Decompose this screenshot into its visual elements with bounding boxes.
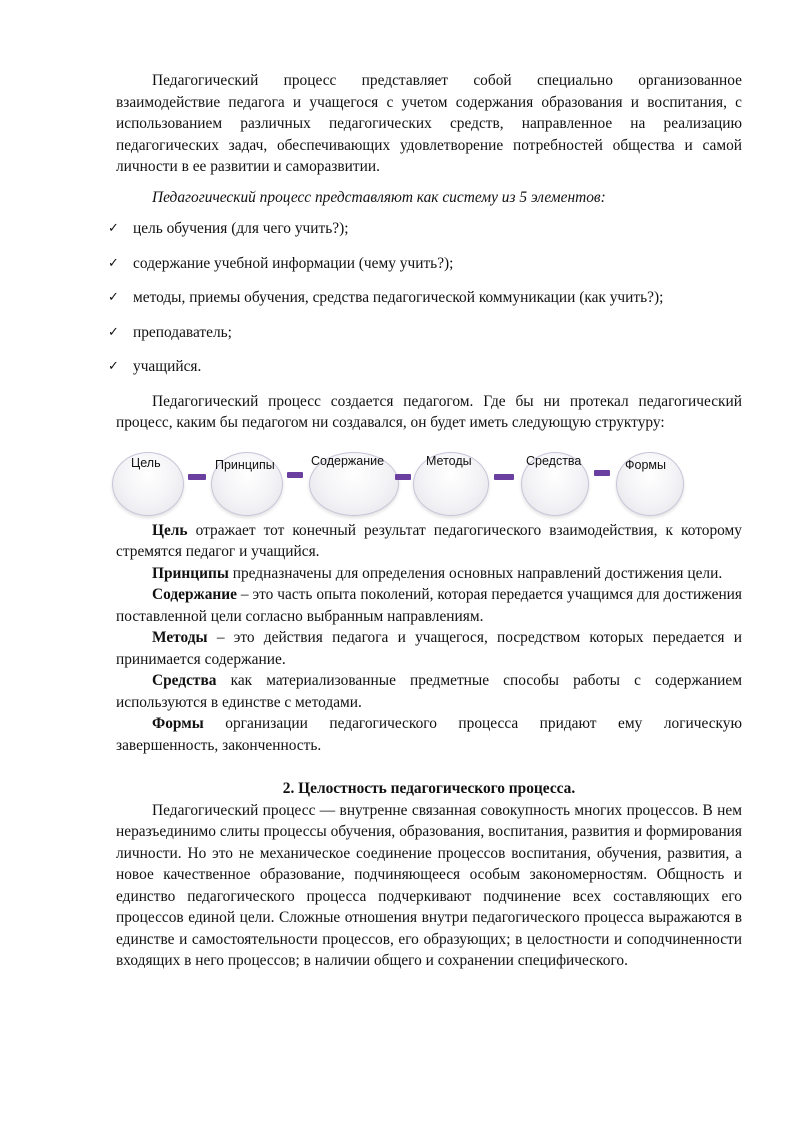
diagram-connector (594, 470, 610, 476)
definitions (116, 520, 742, 757)
structure-diagram (112, 440, 738, 520)
term-forms: Формы (152, 715, 204, 732)
definition-forms: Формы организации педагогического процесса придают ему логическую завершенность, законченность. (116, 715, 742, 754)
list-item: ✓ преподаватель; (116, 322, 742, 344)
diagram-label-principles: Принципы (215, 457, 275, 472)
diagram-label-goal: Цель (131, 455, 161, 470)
section-2-title: 2. Целостность педагогического процесса. (282, 780, 576, 797)
term-principles: Принципы (152, 564, 229, 582)
structure-intro: Педагогический процесс создается педагогом. Где бы ни протекал педагогический процесс, каким бы педагогом ни создавался, он будет иметь следующую структуру: (116, 392, 742, 431)
diagram-label-forms: Формы (625, 457, 666, 472)
list-item: ✓ содержание учебной информации (чему учить?); (116, 253, 742, 275)
intro-paragraph: Педагогический процесс представляет собой специально организованное взаимодействие педагога и учащегося с учетом содержания образования и воспитания, с использованием различных педагогических средств, направленное на реализацию педагогических задач, обеспечивающих удовлетворение потребностей общества и самой личности в ее развитии и саморазвитии. (116, 72, 742, 175)
checkmark-icon: ✓ (108, 255, 119, 271)
diagram-label-content: Содержание (311, 453, 385, 468)
elements-list (108, 218, 742, 378)
term-goal: Цель (152, 521, 188, 539)
list-item: ✓ цель обучения (для чего учить?); (116, 218, 742, 240)
checkmark-icon: ✓ (108, 221, 119, 236)
system-lead: Педагогический процесс представляют как систему из 5 элементов: (152, 188, 606, 206)
diagram-label-means: Средства (526, 453, 582, 468)
diagram-connector (395, 474, 411, 480)
definition-methods: Методы – это действия педагога и учащегося, посредством которых передается и принимается содержание. (116, 629, 742, 668)
term-means: Средства (152, 672, 217, 689)
list-item: ✓ учащийся. (116, 356, 742, 378)
list-item: ✓ методы, приемы обучения, средства педагогической коммуникации (как учить?); (116, 287, 742, 309)
definition-content: Содержание – это часть опыта поколений, которая передается учащимся для достижения поставленной цели согласно выбранным направлениям. (116, 586, 742, 625)
term-methods: Методы (152, 629, 208, 646)
document-page (108, 70, 742, 972)
definition-means: Средства как материализованные предметные способы работы с содержанием используются в единстве с методами. (116, 672, 742, 711)
checkmark-icon: ✓ (108, 324, 119, 340)
section-2-paragraph: Педагогический процесс — внутренне связанная совокупность многих процессов. В нем неразъединимо слиты процессы обучения, образования, воспитания, развития и формирования личности. Но это не механическое соединение процессов воспитания, обучения, развития, а новое качественное образование, подчиняющееся особым закономерностям. Общность и единство педагогического процесса подчеркивают подчинение всех составляющих его процессов единой цели. Сложные отношения внутри педагогического процесса выражаются в единстве и самостоятельности процессов, его образующих; в целостности и соподчиненности входящих в него процессов; в наличии общего и сохранении специфического. (116, 801, 742, 969)
checkmark-icon: ✓ (108, 290, 119, 305)
definition-principles: Принципы предназначены для определения основных направлений достижения цели. (152, 564, 723, 582)
checkmark-icon: ✓ (108, 359, 119, 374)
diagram-connector (287, 472, 303, 478)
diagram-connector (188, 474, 206, 480)
definition-goal: Цель отражает тот конечный результат педагогического взаимодействия, к которому стремятся педагог и учащийся. (116, 521, 742, 560)
diagram-label-methods: Методы (426, 453, 472, 468)
diagram-connector (494, 474, 514, 480)
term-content: Содержание (152, 586, 237, 603)
